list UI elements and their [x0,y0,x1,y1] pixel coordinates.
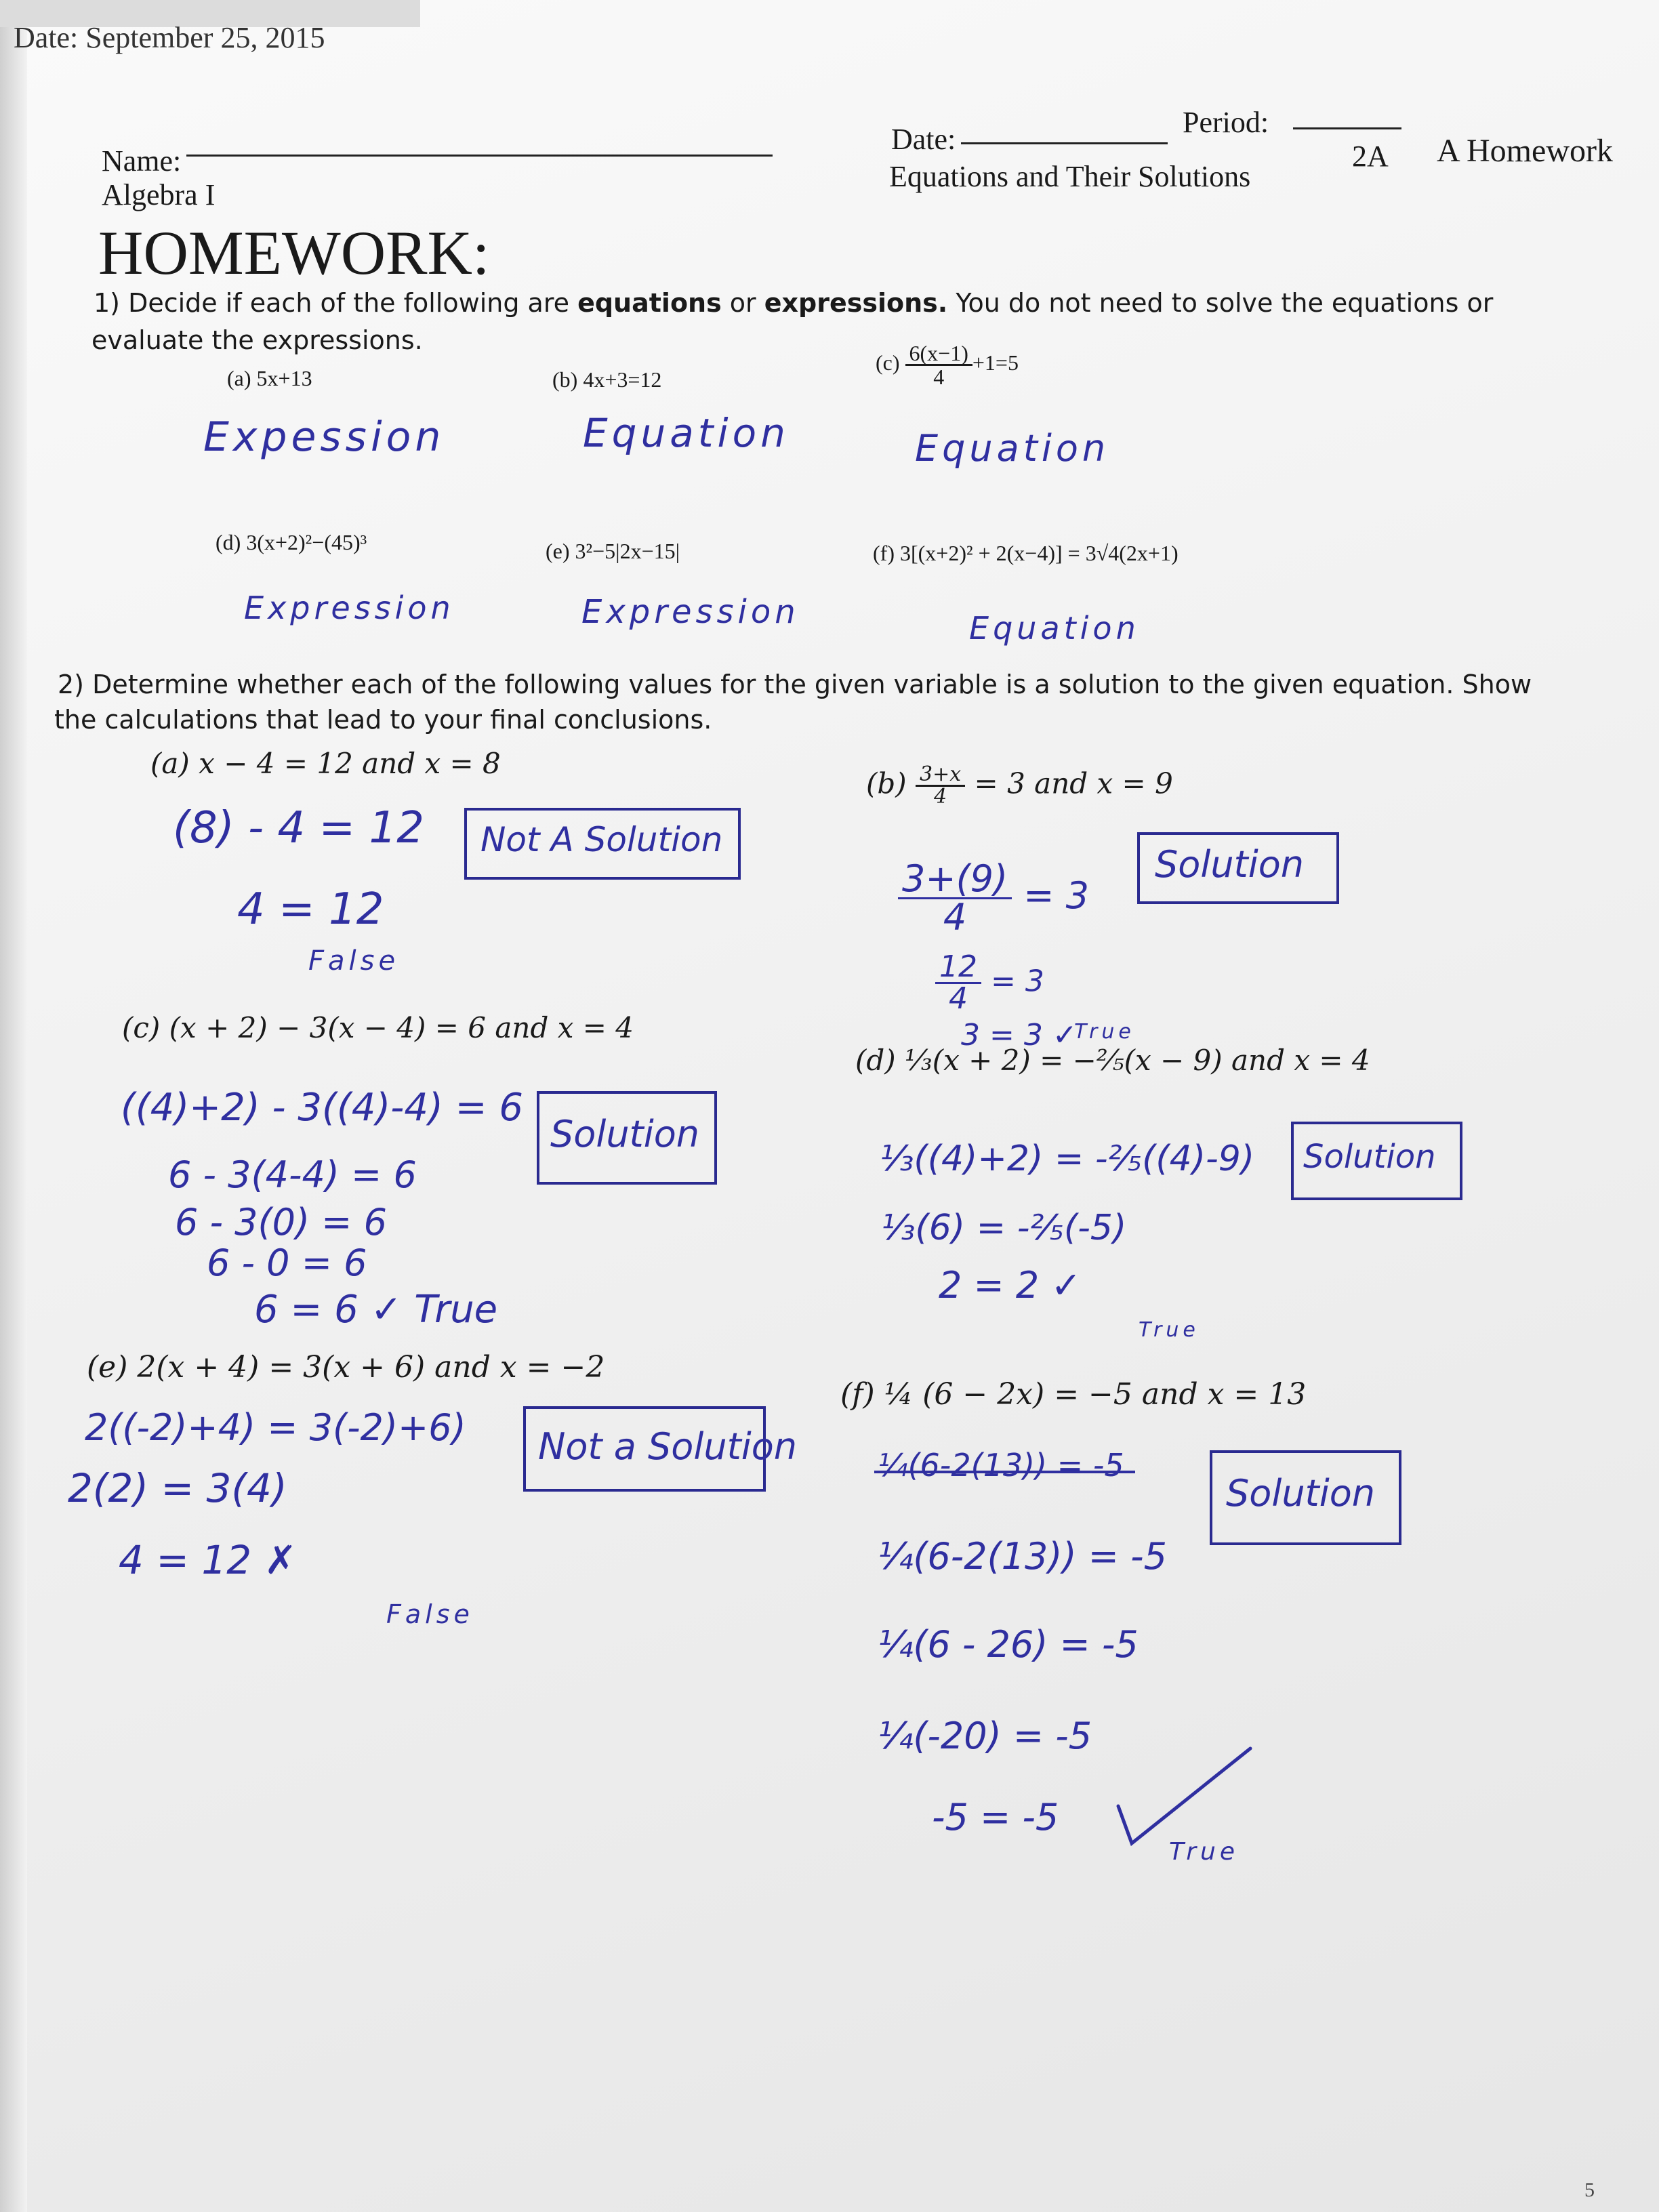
q2c-verdict-box [537,1091,717,1185]
q2a-result: False [308,945,400,977]
q2c-work-line: 6 - 0 = 6 [207,1242,367,1284]
period-label: Period: [1183,106,1269,139]
q2f-verdict-box [1210,1450,1401,1545]
q2c-work-line: 6 = 6 ✓ True [254,1288,498,1332]
q2b-work-line: $\frac{12}{4}$ = 3 [935,952,1044,1014]
q1d-expression: (d) 3(x+2)²−(45)³ [216,530,367,554]
q2e-work-line: 4 = 12 ✗ [119,1537,298,1583]
worksheet-subtitle: Equations and Their Solutions [889,160,1251,193]
q2f-verdict: Solution [1226,1472,1375,1515]
q1-prompt: 1) Decide if each of the following are equations or expressions. You do not need to solve the equations or [94,288,1494,318]
q1c-equation: (c) $\frac{6(x-1)}{4}$ +1=5 [876,341,1019,389]
q2e-false-label: False [386,1599,474,1629]
q2d-work-line: ⅓((4)+2) = -⅖((4)-9) [880,1139,1255,1179]
q2d-equation: (d) ⅓(x + 2) = −⅖(x − 9) and x = 4 [855,1044,1370,1077]
name-label: Name: [102,144,182,178]
q2b-verdict-box [1137,832,1339,904]
q2e-work-line: 2(2) = 3(4) [68,1465,287,1511]
worksheet-tag: A Homework [1437,133,1613,169]
page-left-shadow [0,0,27,2212]
q1b-answer: Equation [583,410,790,456]
q2f-strikethrough [874,1471,1135,1473]
q2c-work-line: 6 - 3(0) = 6 [175,1201,387,1244]
q2b-equation: (b) $\frac{3+x}{4}$ = 3 and x = 9 [866,762,1173,808]
q1f-answer: Equation [969,610,1140,647]
q2e-verdict-box [523,1406,798,1492]
worksheet-code: 2A [1352,140,1389,173]
q2a-verdict-box [464,808,741,880]
date-line [961,142,1168,144]
q2b-verdict: Solution [1155,843,1304,886]
q1a-expression: (a) 5x+13 [227,366,312,390]
q2f-work-line-crossed: ¼(6-2(13)) = -5 [878,1447,1124,1483]
q1c-answer: Equation [915,427,1110,470]
q1f-equation: (f) 3[(x+2)² + 2(x−4)] = 3√4(2x+1) [873,541,1179,565]
q2a-work-line: (8) - 4 = 12 [173,803,424,853]
name-line [186,155,773,157]
underlying-date-text: Date: September 25, 2015 [14,21,325,54]
q2b-work-line: 3 = 3 ✓ [961,1018,1078,1052]
q2a-equation: (a) x − 4 = 12 and x = 8 [150,747,501,780]
q2-prompt-line2: the calculations that lead to your final conclusions. [54,705,712,735]
q2d-verdict-box [1291,1122,1462,1200]
q2b-true-label: True [1074,1020,1135,1044]
q1-prompt-line2: evaluate the expressions. [91,325,423,355]
q2-prompt: 2) Determine whether each of the following values for the given variable is a solution to the given equation. Show [58,670,1532,699]
q2f-work-line: -5 = -5 [932,1796,1059,1839]
q1e-expression: (e) 3²−5|2x−15| [546,539,680,563]
page-corner-number: 5 [1584,2179,1595,2201]
q2e-verdict: Not a Solution [538,1425,798,1468]
q2a-work-line: 4 = 12 [237,884,384,935]
q2f-true-label: True [1169,1838,1239,1866]
date-label: Date: [891,123,956,156]
q1b-equation: (b) 4x+3=12 [552,367,662,392]
q2c-verdict: Solution [550,1113,699,1155]
q2c-work-line: ((4)+2) - 3((4)-4) = 6 [121,1086,524,1130]
q2c-equation: (c) (x + 2) − 3(x − 4) = 6 and x = 4 [122,1011,634,1044]
page-title: HOMEWORK: [98,218,490,287]
q2f-work-line: ¼(-20) = -5 [878,1715,1092,1757]
q2f-equation: (f) ¼ (6 − 2x) = −5 and x = 13 [840,1377,1307,1412]
q1a-answer: Expession [203,413,445,461]
q2b-work-line: $\frac{3+(9)}{4}$ = 3 [898,861,1089,936]
q2d-verdict: Solution [1303,1138,1436,1176]
q2d-work-line: 2 = 2 ✓ [939,1264,1082,1307]
q2e-equation: (e) 2(x + 4) = 3(x + 6) and x = −2 [87,1350,605,1385]
q2f-work-line: ¼(6 - 26) = -5 [878,1623,1139,1666]
q1d-answer: Expression [244,590,455,626]
q2e-work-line: 2((-2)+4) = 3(-2)+6) [85,1406,466,1449]
q2a-verdict: Not A Solution [480,820,723,859]
q2d-true-label: True [1139,1318,1200,1342]
q2f-work-line: ¼(6-2(13)) = -5 [878,1535,1167,1578]
course-label: Algebra I [102,178,216,211]
q1e-answer: Expression [581,593,800,631]
q2f-checkmark-icon [1111,1742,1261,1850]
q2c-work-line: 6 - 3(4-4) = 6 [168,1153,417,1196]
period-line [1293,127,1401,129]
q2d-work-line: ⅓(6) = -⅖(-5) [881,1208,1127,1248]
